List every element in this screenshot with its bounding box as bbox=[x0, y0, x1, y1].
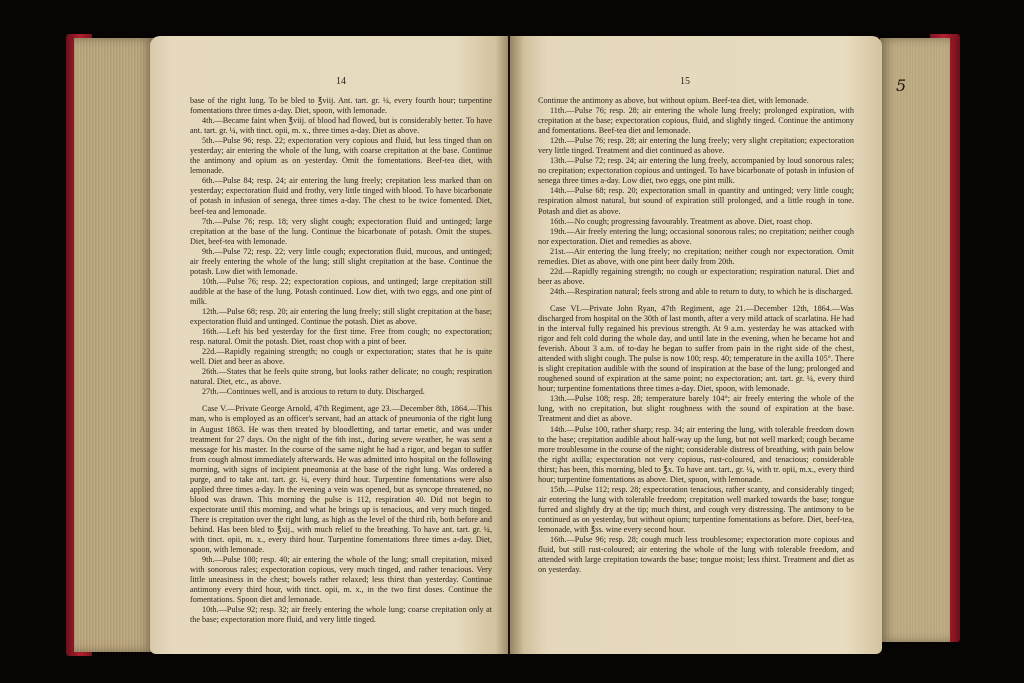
paragraph: 19th.—Air freely entering the lung; occasional sonorous rales; no crepitation; neither cough nor expectoration. Diet and remedies as above. bbox=[538, 226, 854, 246]
paragraph: 6th.—Pulse 84; resp. 24; air entering the lung freely; crepitation less marked than on yesterday; expectoration fluid and frothy, very little tinged with blood. To have bicarbonate of potash in infusion of senega, three times a-day. The chest to be twice fomented. Diet, beef-tea and lemonade. bbox=[190, 176, 492, 216]
paragraph: 16th.—Pulse 96; resp. 28; cough much less troublesome; expectoration more copious and fluid, but still rust-coloured; air entering the whole of the lung with tolerable freedom, and attended with large crepitation towards the base; tongue moist; less thirst. Treatment and diet as on yesterday. bbox=[538, 535, 854, 575]
paragraph: 21st.—Air entering the lung freely; no crepitation; neither cough nor expectoration. Omit remedies. Diet as above, with one pint beer daily from 20th. bbox=[538, 246, 854, 266]
paragraph: base of the right lung. To be bled to ℥viij. Ant. tart. gr. ¼, every fourth hour; turpentine fomentations three times a-day. Diet, spoon, with lemonade. bbox=[190, 96, 492, 116]
paragraph: 14th.—Pulse 100, rather sharp; resp. 34; air entering the lung, with tolerable freedom down to the base; crepitation audible about half-way up the lung, but not well marked; cough became more troublesome in the course of the night; considerable distress of breathing, with pain below the right axilla; expectoration not very copious, rust-coloured, and tenacious; considerable thirst; has been, this morning, bled to ℥x. To have ant. tart., gr. ¼, with tr. opii, m.x., every third hour; turpentine fomentations as above. Diet, spoon, with lemonade. bbox=[538, 424, 854, 484]
right-page-number: 15 bbox=[680, 76, 690, 87]
paragraph: 10th.—Pulse 92; resp. 32; air freely entering the whole lung; coarse crepitation only at the base; expectoration more fluid, and very little tinged. bbox=[190, 605, 492, 625]
paragraph: 9th.—Pulse 100; resp. 40; air entering the whole of the lung; small crepitation, mixed with sonorous rales; expectoration copious, very much tinged, and rather tenacious. Very little uneasiness in the chest; bowels rather relaxed; less thirst than yesterday. Continue antimony every third hour, with tinct. opii, m. x., in the two first doses. Continue the fomentations. Spoon diet and lemonade. bbox=[190, 555, 492, 605]
right-page-text bbox=[538, 96, 854, 575]
paragraph: 13th.—Pulse 108; resp. 28; temperature barely 104°; air freely entering the whole of the lung, with no crepitation, but slight roughness with the sound of expiration at the base. Treatment and diet as above. bbox=[538, 394, 854, 424]
page-edges-right bbox=[880, 38, 950, 642]
paragraph: 7th.—Pulse 76; resp. 18; very slight cough; expectoration fluid and untinged; large crepitation at the base of the lung. Continue the bicarbonate of potash. Omit the stupes. Diet, beef-tea with lemonade. bbox=[190, 216, 492, 246]
paragraph: 10th.—Pulse 76; resp. 22; expectoration copious, and untinged; large crepitation still audible at the base of the lung. Potash continued. Low diet, with two eggs, and one pint of milk. bbox=[190, 276, 492, 306]
paragraph: 12th.—Pulse 68; resp. 20; air entering the lung freely; still slight crepitation at the base; expectoration fluid and untinged. Continue the potash. Diet as above. bbox=[190, 306, 492, 327]
paragraph: 27th.—Continues well, and is anxious to return to duty. Discharged. bbox=[202, 387, 425, 397]
paragraph: 12th.—Pulse 76; resp. 28; air entering the lung freely; very slight crepitation; expectoration very little tinged. Treatment and diet continued as above. bbox=[538, 136, 854, 156]
paragraph: 14th.—Pulse 68; resp. 20; expectoration small in quantity and untinged; very little cough; respiration almost natural, but sound of expiration still prolonged, and a little rough in tone. Potash and diet as above. bbox=[538, 186, 854, 216]
paragraph: Continue the antimony as above, but without opium. Beef-tea diet, with lemonade. bbox=[538, 96, 809, 105]
handwritten-margin-note: 5 bbox=[896, 76, 907, 95]
paragraph: 11th.—Pulse 76; resp. 28; air entering the whole lung freely; prolonged expiration, with crepitation at the base; expectoration copious, fluid, and slightly tinged. Continue the antimony and fomentations. Beef-tea diet and lemonade. bbox=[538, 106, 854, 136]
paragraph: 4th.—Became faint when ℥viij. of blood had flowed, but is considerably better. To have ant. tart. gr. ¼, with tinct. opii, m. x., three times a-day. Diet as above. bbox=[190, 116, 492, 136]
left-page-text bbox=[190, 96, 492, 625]
paragraph: 22d.—Rapidly regaining strength; no cough or expectoration; states that he is quite well. Diet and beer as above. bbox=[190, 347, 492, 367]
paragraph: 16th.—Left his bed yesterday for the first time. Free from cough; no expectoration; resp. natural. Omit the potash. Diet, roast chop with a pint of beer. bbox=[190, 327, 492, 347]
left-page-number: 14 bbox=[336, 76, 346, 87]
left-page bbox=[150, 36, 508, 654]
paragraph: 5th.—Pulse 96; resp. 22; expectoration very copious and fluid, but less tinged than on yesterday; air entering the whole of the lung, with coarse crepitation at the base. Continue the antimony and opium as on yesterday. Omit the fomentations. Beef-tea diet, with lemonade. bbox=[190, 136, 492, 176]
case-heading-paragraph: Case VI.—Private John Ryan, 47th Regiment, age 21.—December 12th, 1864.—Was discharged from hospital on the 30th of last month, after a very mild attack of scarlatina. He had in the interval fully regained his previous strength. At 9 a.m. yesterday he was attacked with rigor and felt cold during the whole day, and until late in the evening, when he became hot and feverish. About 3 a.m. of to-day he began to suffer from pain in the right side of the chest, attended with slight cough. The pulse is now 100; resp. 40; temperature in the axilla 105°. There is slight crepitation audible with the sound of inspiration at the base of the lung; prolonged and roughened sound of expiration at the same point; no expectoration; ant. tart. gr. ¼, every third hour; turpentine fomentations three times a-day. Diet, spoon, with lemonade. bbox=[538, 303, 854, 394]
case-heading-paragraph: Case V.—Private George Arnold, 47th Regiment, age 23.—December 8th, 1864.—This man, who is employed as an officer's servant, had an attack of pneumonia of the right lung in August 1863. He was then treated by bloodletting, and tartar emetic, and was under treatment for 27 days. On the night of the 6th inst., during severe weather, he was sent a message for his master. In the course of the same night he had a rigor, and began to suffer from cough almost immediately afterwards. He was admitted into hospital on the following morning, with signs of incipient pneumonia at the base of the right lung. Was ordered a purge, and to take ant. tart. gr. ¼, every third hour. Turpentine fomentations were also applied three times a-day. In the evening a vein was opened, but as syncope threatened, no blood was drawn. This morning the pulse is 112, respiration 40. Did not begin to expectorate until this morning, and what he brings up is tenacious, and very much tinged. There is crepitation over the right lung, as high as the level of the third rib, both before and behind. Has been bled to ℥xij., with much relief to the breathing. To have ant. tart. gr. ¼, with tinct. opii, m. x., every third hour. Turpentine fomentations three times a-day. Diet, spoon, with lemonade. bbox=[190, 404, 492, 555]
paragraph: 13th.—Pulse 72; resp. 24; air entering the lung freely, accompanied by loud sonorous rales; no crepitation; expectoration copious and untinged. To have bicarbonate of potash in infusion of senega three times a-day. Low diet, two eggs, one pint milk. bbox=[538, 156, 854, 186]
right-page bbox=[510, 36, 882, 654]
paragraph: 16th.—No cough; progressing favourably. Treatment as above. Diet, roast chop. bbox=[550, 216, 813, 226]
paragraph: 22d.—Rapidly regaining strength; no cough or expectoration; respiration natural. Diet and beer as above. bbox=[538, 266, 854, 286]
page-edges-left bbox=[74, 38, 154, 652]
paragraph: 24th.—Respiration natural; feels strong and able to return to duty, to which he is discharged. bbox=[550, 286, 853, 296]
paragraph: 9th.—Pulse 72; resp. 22; very little cough; expectoration fluid, mucous, and untinged; air freely entering the whole of the lung; still slight crepitation at the base. Continue the potash. Low diet with lemonade. bbox=[190, 246, 492, 276]
paragraph: 26th.—States that he feels quite strong, but looks rather delicate; no cough; respiration natural. Diet, etc., as above. bbox=[190, 367, 492, 387]
paragraph: 15th.—Pulse 112; resp. 28; expectoration tenacious, rather scanty, and considerably tinged; air entering the lung with tolerable freedom; crepitation well marked towards the base; tongue furred and slightly dry at the tip; much thirst, and cough very distressing. The antimony to be continued as on yesterday, but without opium; turpentine fomentations as before. Diet, beef-tea, lemonade, with ℥ss. wine every second hour. bbox=[538, 484, 854, 534]
